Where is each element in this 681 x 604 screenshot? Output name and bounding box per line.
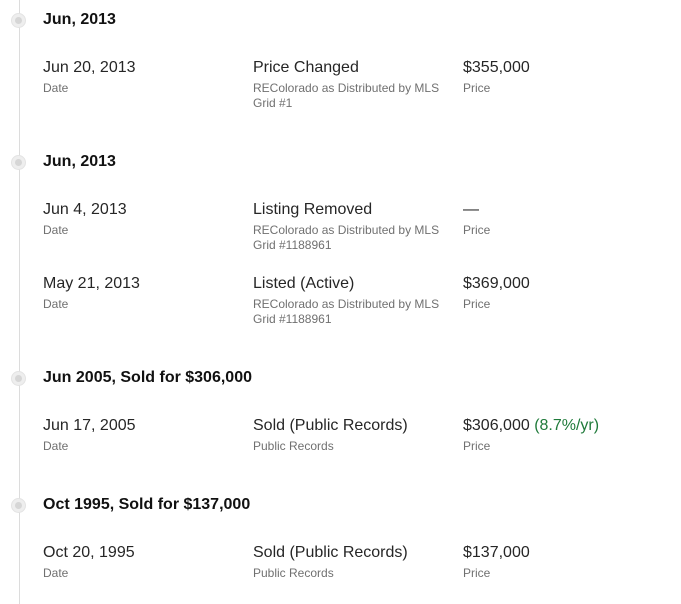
appreciation-rate: (8.7%/yr) [534,417,600,434]
event-price: — [463,201,479,218]
event-price: $306,000 [463,417,530,434]
event-price: $355,000 [463,59,530,76]
event-date: Oct 20, 1995 [43,544,135,561]
group-title: Jun 2005, Sold for $306,000 [43,369,252,386]
date-label: Date [43,439,69,453]
price-label: Price [463,81,491,95]
event-type: Listing Removed [253,201,373,218]
timeline-dot-icon [12,156,25,169]
date-label: Date [43,81,69,95]
group-title: Jun, 2013 [43,153,116,170]
event-source: Public Records [253,566,334,580]
event-date: May 21, 2013 [43,275,140,292]
event-date: Jun 20, 2013 [43,59,136,76]
event-source: REColorado as Distributed by MLS Grid #1 [253,81,440,110]
timeline-line [19,0,20,604]
event-type: Sold (Public Records) [253,417,408,434]
event-date: Jun 17, 2005 [43,417,136,434]
price-label: Price [463,439,491,453]
event-type: Sold (Public Records) [253,544,408,561]
event-type: Listed (Active) [253,275,355,292]
timeline-dot-icon [12,14,25,27]
event-date: Jun 4, 2013 [43,201,127,218]
timeline-dot-icon [12,372,25,385]
event-type: Price Changed [253,59,359,76]
event-source: Public Records [253,439,334,453]
group-title: Jun, 2013 [43,11,116,28]
event-price: $137,000 [463,544,530,561]
date-label: Date [43,223,69,237]
price-label: Price [463,566,491,580]
event-source: REColorado as Distributed by MLS Grid #1188961 [253,223,440,252]
date-label: Date [43,566,69,580]
timeline-dot-icon [12,499,25,512]
event-source: REColorado as Distributed by MLS Grid #1188961 [253,297,440,326]
price-label: Price [463,297,491,311]
group-title: Oct 1995, Sold for $137,000 [43,496,251,513]
event-price: $369,000 [463,275,530,292]
date-label: Date [43,297,69,311]
price-label: Price [463,223,491,237]
